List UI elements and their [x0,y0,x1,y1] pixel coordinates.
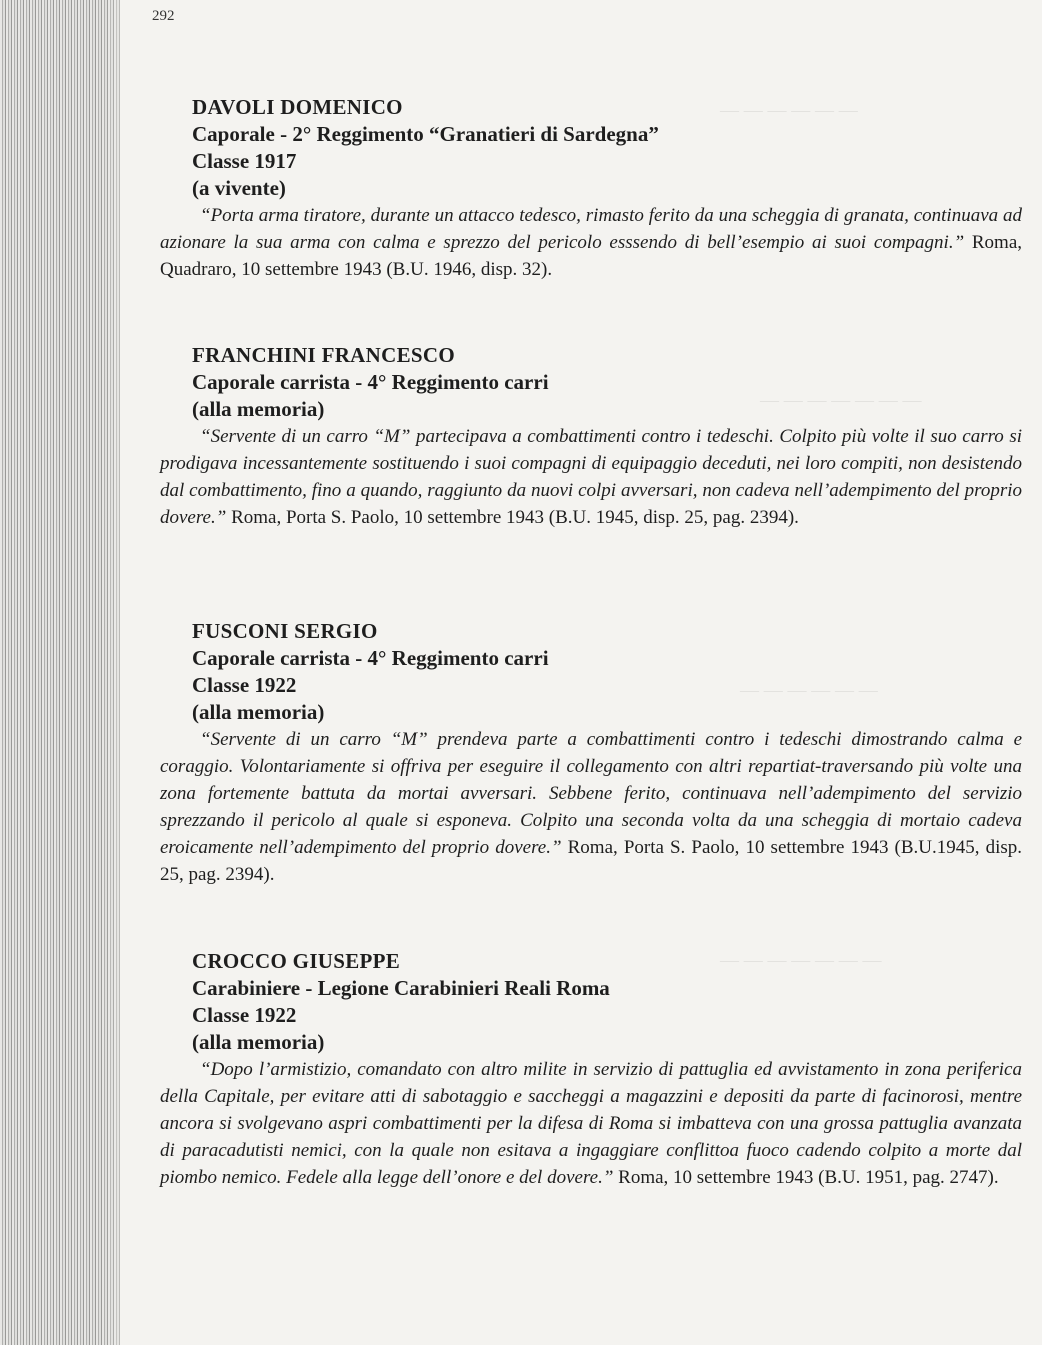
citation-source: Roma, Porta S. Paolo, 10 settembre 1943 (B.U. 1945, disp. 25, pag. 2394). [226,507,799,528]
citation-source: Roma, Porta S. Paolo, 10 settembre 1943 (B.U.1945, disp. 25, pag. 2394). [160,837,1023,885]
entry-status: (a vivente) [192,176,286,200]
bleed-through-text: — — — — — — [720,100,858,121]
entry-name: FUSCONI SERGIO [192,619,378,643]
entry-rank: Carabiniere - Legione Carabinieri Reali Roma [192,976,610,1000]
entry-classe: Classe 1917 [192,149,297,173]
bleed-through-text: — — — — — — [740,680,878,701]
entry-classe: Classe 1922 [192,1003,297,1027]
entry-citation [160,726,1022,888]
entry-classe: Classe 1922 [192,673,297,697]
entry-status: (alla memoria) [192,700,325,724]
entry-citation [160,1056,1022,1191]
entry-name: FRANCHINI FRANCESCO [192,343,455,367]
book-spine-shadow [0,0,120,1345]
citation-source: Roma, Quadraro, 10 settembre 1943 (B.U. 1946, disp. 32). [160,232,1022,280]
entry-rank: Caporale - 2° Reggimento “Granatieri di Sardegna” [192,122,659,146]
entry-status: (alla memoria) [192,397,325,421]
entry-davoli [160,94,1022,283]
entry-rank: Caporale carrista - 4° Reggimento carri [192,370,549,394]
citation-quote: “Servente di un carro “M” partecipava a combattimenti contro i tedeschi. Colpito più volte il suo carro si prodigava incessantemente sostituendo i suoi compagni di equipaggio deceduti, nei loro compiti, non desistendo dal combattimento, fino a quando, raggiunto da nuovi colpi avversari, non cadeva nell’adempimento del proprio dovere.” [160,426,1022,528]
bleed-through-text: — — — — — — — [720,950,882,971]
entry-citation [160,423,1022,531]
entry-name: DAVOLI DOMENICO [192,95,403,119]
entry-crocco [160,948,1022,1191]
spine-fade [105,0,145,1345]
entry-name: CROCCO GIUSEPPE [192,949,401,973]
entry-rank: Caporale carrista - 4° Reggimento carri [192,646,549,670]
citation-source: Roma, 10 settembre 1943 (B.U. 1951, pag. 2747). [613,1167,999,1188]
entry-status: (alla memoria) [192,1030,325,1054]
page-number: 292 [152,8,175,24]
entry-franchini [160,342,1022,531]
citation-quote: “Porta arma tiratore, durante un attacco tedesco, rimasto ferito da una scheggia di granata, continuava ad azionare la sua arma con calma e sprezzo del pericolo esssendo di bell’esempio ai suoi compagni.” [160,205,1022,253]
entry-fusconi [160,618,1022,888]
entry-citation [160,202,1022,283]
bleed-through-text: — — — — — — — [760,390,922,411]
citation-quote: “Dopo l’armistizio, comandato con altro milite in servizio di pattuglia ed avvistamento in zona periferica della Capitale, per evitare atti di sabotaggio e saccheggi a magazzini e depositi da parte di facinorosi, mentre ancora si svolgevano aspri combattimenti per la difesa di Roma si imbatteva con una grossa pattuglia avanzata di paracadutisti nemici, con la quale non esitava a ingaggiare conflittoa fuoco cadendo colpito a morte dal piombo nemico. Fedele alla legge dell’onore e del dovere.” [160,1059,1022,1188]
citation-quote: “Servente di un carro “M” prendeva parte a combattimenti contro i tedeschi dimostrando calma e coraggio. Volontariamente si offriva per eseguire il collegamento con altri repartiat-traversando più volte una zona fortemente battuta da mortai avversari. Sebbene ferito, continuava nell’adempimento del servizio sprezzando il pericolo al quale si esponeva. Colpito una seconda volta da una scheggia di mortaio cadeva eroicamente nell’adempimento del proprio dovere.” [160,729,1022,858]
